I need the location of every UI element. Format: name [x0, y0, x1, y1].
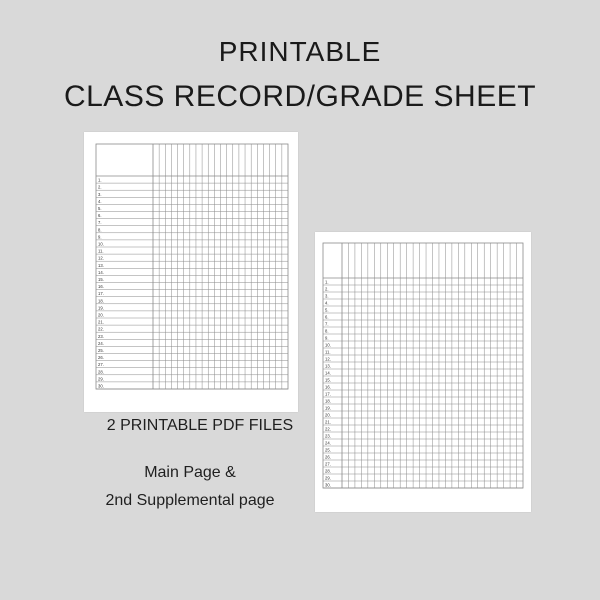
main-row-number: 24. [98, 340, 104, 346]
supplemental-row-number: 3. [325, 293, 329, 299]
supplemental-row-number: 8. [325, 328, 329, 334]
supplemental-row-number: 14. [325, 370, 331, 376]
supplemental-row-number: 17. [325, 391, 331, 397]
main-row-number: 11. [98, 248, 104, 254]
main-row-number: 7. [98, 220, 102, 226]
main-row-number: 14. [98, 269, 104, 275]
main-page-preview [84, 132, 298, 412]
supplemental-row-number: 26. [325, 454, 331, 460]
main-row-number: 19. [98, 305, 104, 311]
supplemental-grid-border [323, 243, 523, 488]
caption-supplemental-page: 2nd Supplemental page [105, 492, 275, 509]
main-row-number: 4. [98, 198, 102, 204]
supplemental-row-number: 10. [325, 342, 331, 348]
supplemental-row-number: 13. [325, 363, 331, 369]
supplemental-row-number: 16. [325, 384, 331, 390]
supplemental-row-number: 29. [325, 475, 331, 481]
main-row-number: 21. [98, 319, 104, 325]
main-row-number: 28. [98, 369, 104, 375]
main-row-number: 5. [98, 206, 102, 211]
supplemental-row-number: 18. [325, 398, 331, 404]
main-page-grid [84, 132, 298, 412]
supplemental-row-number: 7. [325, 321, 329, 327]
supplemental-row-number: 1. [325, 279, 329, 285]
main-row-number: 9. [98, 234, 102, 240]
supplemental-row-number: 5. [325, 307, 329, 313]
main-row-number: 13. [98, 262, 104, 268]
supplemental-row-number: 19. [325, 405, 331, 411]
supplemental-row-number: 27. [325, 461, 331, 467]
supplemental-row-number: 22. [325, 426, 331, 432]
supplemental-row-number: 4. [325, 300, 329, 306]
title-printable: PRINTABLE [218, 36, 382, 67]
main-row-number: 2. [98, 184, 102, 190]
main-row-number: 26. [98, 355, 104, 361]
supplemental-row-number: 12. [325, 356, 331, 362]
title-class-record: CLASS RECORD/GRADE SHEET [63, 80, 537, 113]
main-row-number: 3. [98, 191, 102, 197]
supplemental-row-number: 30. [325, 482, 331, 488]
supplemental-row-number: 28. [325, 468, 331, 474]
main-row-number: 20. [98, 312, 104, 318]
main-row-number: 29. [98, 376, 104, 382]
supplemental-row-number: 20. [325, 412, 331, 418]
main-row-number: 30. [98, 383, 104, 389]
main-row-number: 8. [98, 227, 102, 233]
main-row-number: 6. [98, 213, 102, 219]
main-row-number: 15. [98, 277, 104, 282]
caption-pdf-files: 2 PRINTABLE PDF FILES [106, 417, 294, 434]
caption-main-page: Main Page & [144, 464, 236, 481]
main-row-number: 25. [98, 348, 104, 353]
supplemental-page-grid [315, 232, 531, 512]
supplemental-row-number: 9. [325, 335, 329, 341]
supplemental-row-number: 6. [325, 314, 329, 320]
main-row-number: 18. [98, 298, 104, 304]
main-row-number: 1. [98, 177, 102, 183]
supplemental-row-number: 15. [325, 377, 331, 383]
main-row-number: 22. [98, 326, 104, 332]
main-row-number: 12. [98, 255, 104, 261]
supplemental-row-number: 25. [325, 447, 331, 453]
supplemental-row-number: 2. [325, 286, 329, 292]
main-row-number: 10. [98, 241, 104, 247]
main-grid-border [96, 144, 288, 389]
supplemental-row-number: 23. [325, 433, 331, 439]
main-row-number: 17. [98, 291, 104, 297]
main-row-number: 23. [98, 333, 104, 339]
main-row-number: 16. [98, 284, 104, 290]
supplemental-row-number: 24. [325, 440, 331, 446]
supplemental-page-preview [315, 232, 531, 512]
supplemental-row-number: 21. [325, 419, 331, 425]
supplemental-row-number: 11. [325, 349, 331, 355]
main-row-number: 27. [98, 362, 104, 368]
